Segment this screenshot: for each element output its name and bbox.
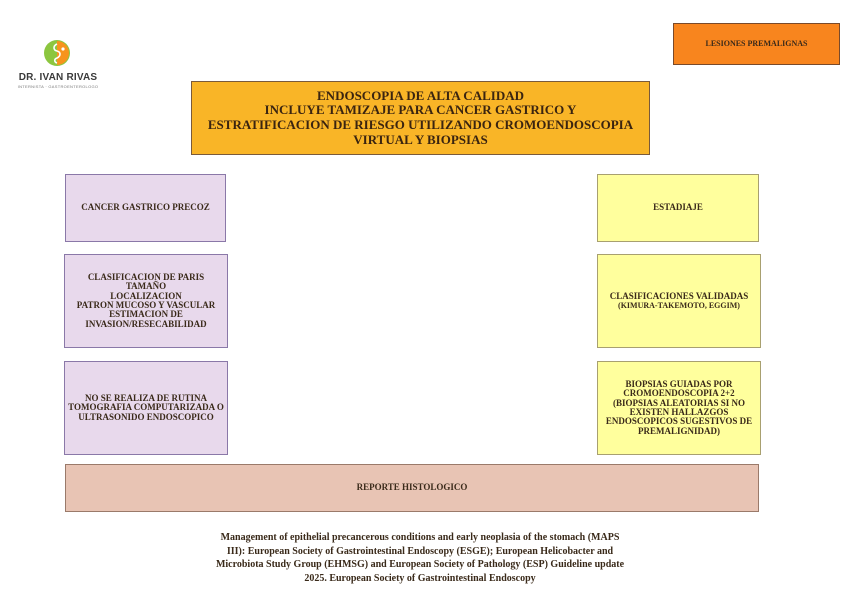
logo-name: DR. IVAN RIVAS [18, 72, 98, 83]
left-box-2-line-5: ESTIMACION DE [109, 309, 183, 320]
left-box-3-line-1: NO SE REALIZA DE RUTINA [84, 392, 208, 403]
logo [16, 38, 100, 94]
main-line-3: ESTRATIFICACION DE RIESGO UTILIZANDO CROMOENDOSCOPIA [207, 117, 634, 132]
left-box-early-gastric-cancer [65, 174, 226, 242]
premalignant-lesions-tag [673, 23, 840, 65]
right-box-3-line-6: PREMALIGNIDAD) [638, 425, 720, 436]
right-box-2-line-2: (KIMURA-TAKEMOTO, EGGIM) [618, 300, 740, 310]
reference-line-3: Microbiota Study Group (EHMSG) and European Society of Pathology (ESP) Guideline update [215, 559, 625, 570]
left-box-2-line-1: CLASIFICACION DE PARIS [87, 271, 205, 282]
left-box-2-line-6: INVASION/RESECABILIDAD [85, 318, 207, 329]
tag-label: LESIONES PREMALIGNAS [705, 38, 808, 48]
left-box-classification [64, 254, 228, 348]
right-box-3-line-2: CROMOENDOSCOPIA 2+2 [623, 388, 735, 399]
right-box-3-line-3: (BIOPSIAS ALEATORIAS SI NO [613, 397, 745, 408]
right-box-staging [597, 174, 759, 242]
right-box-guided-biopsies [597, 361, 761, 455]
right-box-3-line-4: EXISTEN HALLAZGOS [629, 407, 729, 417]
left-box-1-line-1: CANCER GASTRICO PRECOZ [81, 202, 210, 213]
right-box-2-line-1: CLASIFICACIONES VALIDADAS [609, 291, 749, 302]
main-line-4: VIRTUAL Y BIOPSIAS [353, 131, 488, 147]
reference-line-2: III): European Society of Gastrointestinal Endoscopy (ESGE); European Helicobacter and [226, 545, 614, 557]
left-box-3-line-3: ULTRASONIDO ENDOSCOPICO [78, 411, 214, 422]
left-box-2-line-3: LOCALIZACION [110, 290, 182, 301]
right-box-1-line-1: ESTADIAJE [653, 202, 703, 213]
right-box-3-line-1: BIOPSIAS GUIADAS POR [625, 378, 733, 389]
main-box [191, 81, 650, 155]
histology-report-box [65, 464, 759, 512]
right-box-validated-classifications [597, 254, 761, 348]
reference-line-4: 2025. European Society of Gastrointestinal Endoscopy [304, 572, 536, 584]
right-box-3-line-5: ENDOSCOPICOS SUGESTIVOS DE [605, 416, 753, 427]
reference-line-1: Management of epithelial precancerous conditions and early neoplasia of the stomach (MAPS [220, 532, 620, 543]
left-box-2-line-4: PATRON MUCOSO Y VASCULAR [76, 300, 216, 310]
left-box-2-line-2: TAMAÑO [125, 281, 167, 292]
logo-subtitle: INTERNISTA · GASTROENTEROLOGO [17, 84, 99, 89]
left-box-no-routine [64, 361, 228, 455]
brain-logo-icon [42, 38, 72, 68]
histology-report-label: REPORTE HISTOLOGICO [356, 482, 468, 493]
main-line-2: INCLUYE TAMIZAJE PARA CANCER GASTRICO Y [264, 102, 577, 118]
main-line-1: ENDOSCOPIA DE ALTA CALIDAD [317, 87, 524, 103]
left-box-3-line-2: TOMOGRAFIA COMPUTARIZADA O [68, 402, 224, 413]
reference-citation [200, 531, 640, 585]
